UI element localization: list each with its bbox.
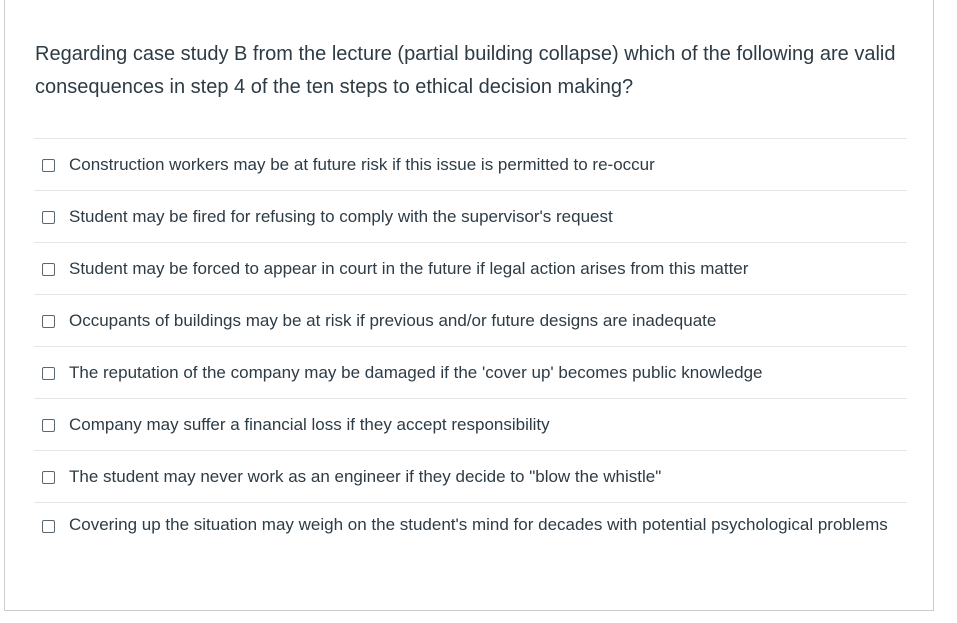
answer-checkbox[interactable] (42, 315, 55, 328)
answer-label[interactable]: The student may never work as an engineer if they decide to "blow the whistle" (69, 466, 662, 486)
answer-checkbox[interactable] (42, 367, 55, 380)
answer-option[interactable] (34, 138, 907, 190)
answer-checkbox[interactable] (42, 211, 55, 224)
answer-option[interactable] (34, 242, 907, 294)
answer-option[interactable] (34, 346, 907, 398)
answer-list (34, 138, 907, 572)
answer-option[interactable] (34, 502, 907, 572)
answer-checkbox[interactable] (42, 419, 55, 432)
answer-checkbox[interactable] (42, 263, 55, 276)
answer-option[interactable] (34, 450, 907, 502)
answer-checkbox[interactable] (42, 520, 55, 533)
answer-label[interactable]: Student may be fired for refusing to comply with the supervisor's request (69, 206, 613, 226)
question-card (4, 0, 934, 611)
question-text: Regarding case study B from the lecture (partial building collapse) which of the following are valid consequences in step 4 of the ten steps to ethical decision making? (35, 43, 896, 98)
answer-option[interactable] (34, 398, 907, 450)
answer-label[interactable]: Company may suffer a financial loss if they accept responsibility (69, 414, 550, 434)
answer-label[interactable]: Student may be forced to appear in court in the future if legal action arises from this matter (69, 258, 749, 278)
answer-checkbox[interactable] (42, 471, 55, 484)
answer-option[interactable] (34, 294, 907, 346)
answer-label[interactable]: The reputation of the company may be damaged if the 'cover up' becomes public knowledge (69, 362, 763, 382)
answer-label[interactable]: Construction workers may be at future risk if this issue is permitted to re-occur (69, 154, 655, 174)
answer-option[interactable] (34, 190, 907, 242)
answer-label[interactable]: Covering up the situation may weigh on the student's mind for decades with potential psychological problems (69, 515, 888, 534)
answer-label[interactable]: Occupants of buildings may be at risk if previous and/or future designs are inadequate (69, 310, 717, 330)
answer-checkbox[interactable] (42, 159, 55, 172)
